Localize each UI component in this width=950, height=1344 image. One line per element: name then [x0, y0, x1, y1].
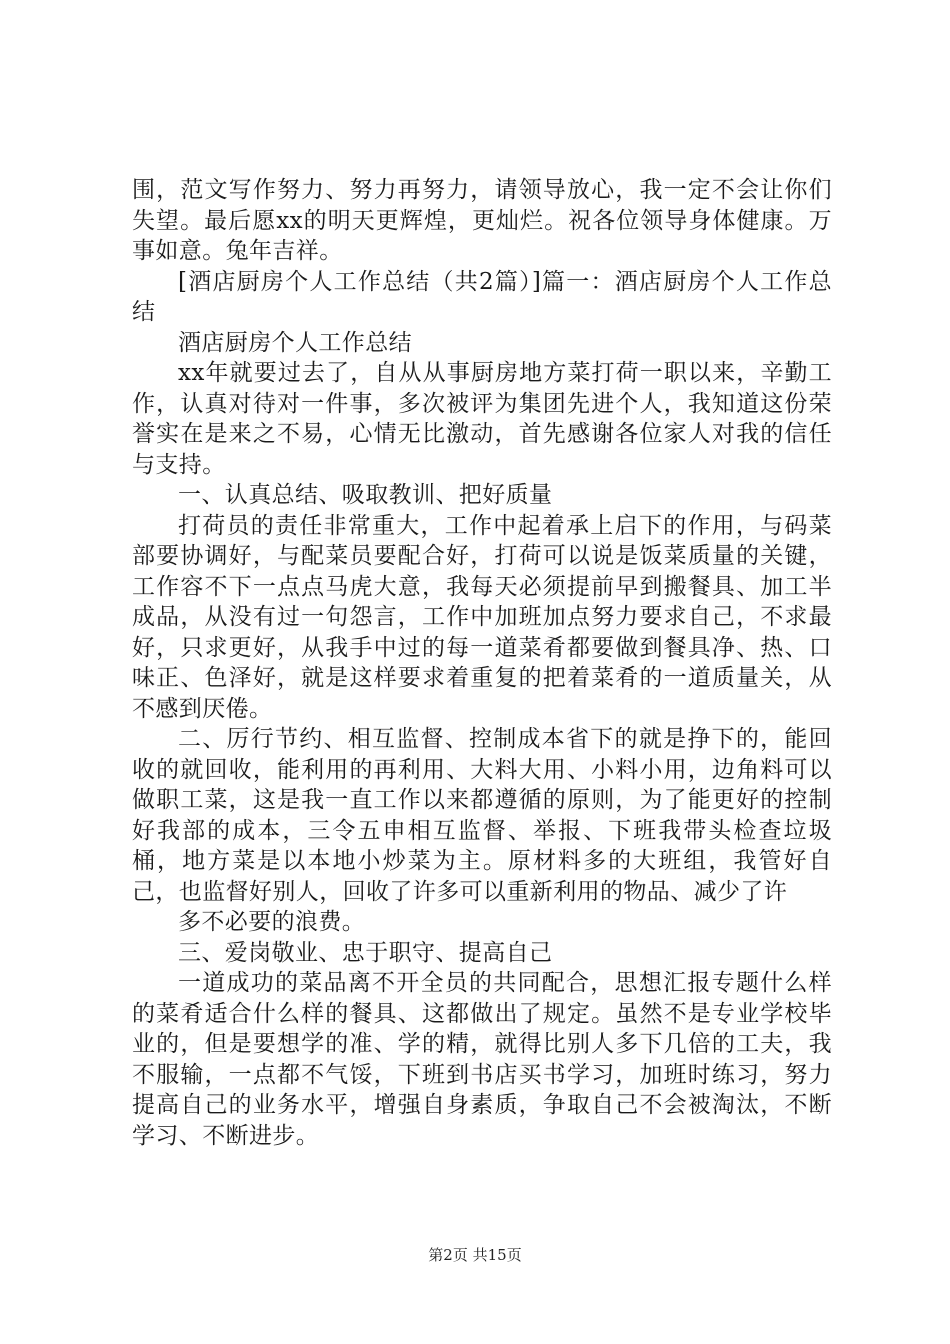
paragraph: xx年就要过去了，自从从事厨房地方菜打荷一职以来，辛勤工作，认真对待对一件事，多次被评为集团先进个人，我知道这份荣誉实在是来之不易，心情无比激动，首先感谢各位家人对我的信任与支持。 [132, 360, 832, 478]
paragraph: 一道成功的菜品离不开全员的共同配合，思想汇报专题什么样的菜肴适合什么样的餐具、这都做出了规定。虽然不是专业学校毕业的，但是要想学的准、学的精，就得比别人多下几倍的工夫，我不服输，一点都不气馁，下班到书店买书学习，加班时练习，努力提高自己的业务水平，增强自身素质，争取自己不会被淘汰，不断学习、不断进步。 [132, 970, 832, 1149]
paragraph: 二、厉行节约、相互监督、控制成本省下的就是挣下的，能回收的就回收，能利用的再利用、大料大用、小料小用，边角料可以做职工菜，这是我一直工作以来都遵循的原则，为了能更好的控制好我部的成本，三令五申相互监督、举报、下班我带头检查垃圾桶，地方菜是以本地小炒菜为主。原材料多的大班组，我管好自己，也监督好别人，回收了许多可以重新利用的物品、减少了许 [132, 726, 832, 905]
paragraph: 多不必要的浪费。 [178, 909, 366, 935]
paragraph: 围，范文写作努力、努力再努力，请领导放心，我一定不会让你们失望。最后愿xx的明天更辉煌，更灿烂。祝各位领导身体健康。万事如意。兔年吉祥。 [132, 177, 832, 264]
page-number-footer: 第2页 共15页 [428, 1246, 522, 1264]
section-heading: 酒店厨房个人工作总结 [178, 329, 412, 356]
document-title-line: [酒店厨房个人工作总结（共2篇）]篇一：酒店厨房个人工作总结 [132, 268, 832, 325]
section-heading: 一、认真总结、吸取教训、把好质量 [178, 482, 553, 508]
paragraph: 打荷员的责任非常重大，工作中起着承上启下的作用，与码菜部要协调好，与配菜员要配合好，打荷可以说是饭菜质量的关键，工作容不下一点点马虎大意，我每天必须提前早到搬餐具、加工半成品，从没有过一句怨言，工作中加班加点努力要求自己，不求最好，只求更好，从我手中过的每一道菜肴都要做到餐具净、热、口味正、色泽好，就是这样要求着重复的把着菜肴的一道质量关，从不感到厌倦。 [132, 512, 832, 722]
section-heading: 三、爱岗敬业、忠于职守、提高自己 [178, 939, 553, 966]
document-body [132, 175, 832, 1151]
